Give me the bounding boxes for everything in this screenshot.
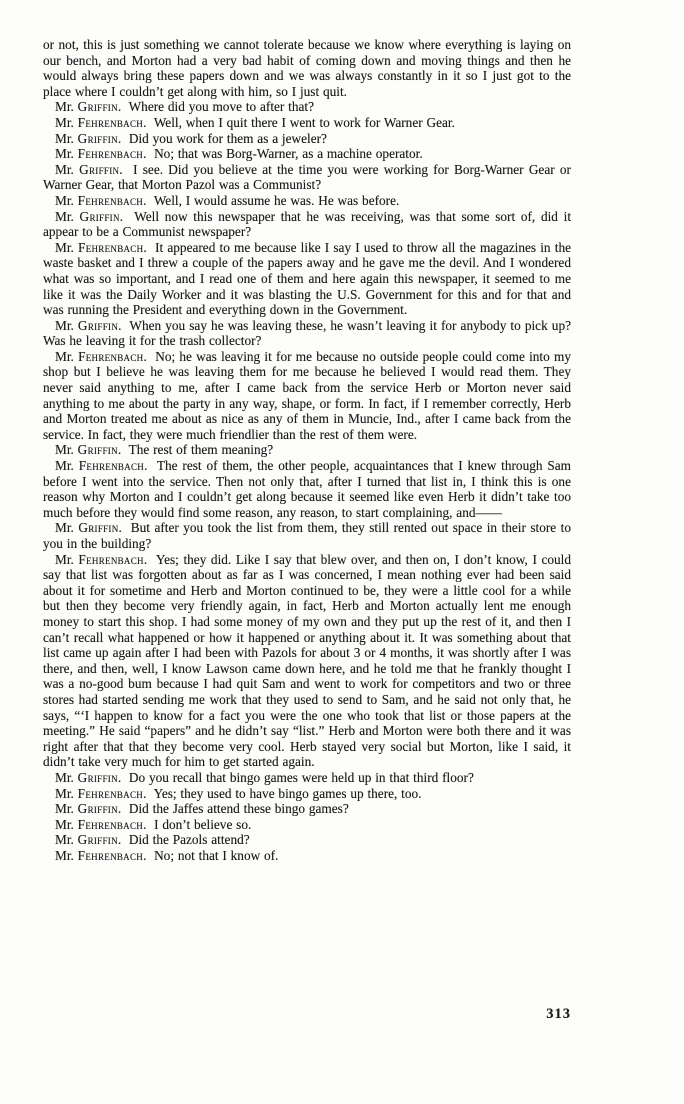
speaker-prefix: Mr. — [55, 239, 79, 255]
speaker-surname: Fehrenbach — [77, 192, 144, 208]
dialogue-paragraph — [43, 349, 571, 443]
speaker-prefix: Mr. — [55, 208, 80, 224]
utterance-text: I see. Did you believe at the time you were working for Borg-Warner Gear or Warner Gear, that Morton Pazol was a Communist? — [43, 161, 571, 193]
utterance-text: Do you recall that bingo games were held up in that third floor? — [128, 769, 474, 785]
speaker-surname: Griffin — [79, 208, 120, 224]
speaker-label — [55, 458, 157, 473]
speaker-suffix: . — [117, 442, 129, 458]
speaker-prefix: Mr. — [55, 769, 78, 785]
speaker-label — [55, 349, 155, 364]
speaker-suffix: . — [143, 146, 155, 162]
speaker-prefix: Mr. — [55, 551, 79, 567]
dialogue-paragraph — [43, 209, 571, 240]
speaker-prefix: Mr. — [55, 114, 78, 130]
utterance-text: When you say he was leaving these, he wasn’t leaving it for anybody to pick up? Was he leaving it for the trash collector? — [43, 317, 572, 349]
speaker-surname: Griffin — [79, 161, 120, 177]
utterance-text: No; he was leaving it for me because no outside people could come into my shop but I believe he was leaving them for me because he believed I would read them. They never said anything to me, after I came back from the service Herb or Morton never said anything to me about the party in any way, shape, or form. In fact, if I remember correctly, Herb and Morton treated me about as nice as any of them in Muncie, Ind., after I came back from the service. In fact, they were much friendlier than the rest of them were. — [43, 348, 571, 442]
dialogue-paragraph — [43, 115, 571, 131]
speaker-suffix: . — [117, 769, 129, 785]
speaker-prefix: Mr. — [55, 442, 78, 458]
dialogue-paragraph — [43, 458, 571, 520]
speaker-label — [55, 801, 129, 816]
speaker-prefix: Mr. — [55, 161, 80, 177]
speaker-suffix: . — [119, 161, 134, 177]
dialogue-paragraph — [43, 801, 571, 817]
utterance-text: I don’t believe so. — [154, 816, 252, 832]
dialogue-paragraph — [43, 442, 571, 458]
speaker-surname: Fehrenbach — [78, 239, 144, 255]
page-number: 313 — [546, 1006, 571, 1022]
speaker-prefix: Mr. — [55, 348, 79, 364]
speaker-label — [55, 786, 154, 801]
speaker-surname: Fehrenbach — [77, 146, 144, 162]
speaker-prefix: Mr. — [55, 801, 78, 817]
speaker-label — [55, 318, 129, 333]
utterance-text: Well, I would assume he was. He was before. — [153, 192, 400, 208]
speaker-label — [55, 848, 154, 863]
speaker-suffix: . — [143, 785, 154, 801]
dialogue-paragraph — [43, 848, 571, 864]
speaker-surname: Fehrenbach — [78, 458, 145, 474]
speaker-suffix: . — [118, 520, 131, 536]
speaker-suffix: . — [117, 99, 129, 115]
utterance-text: Did the Jaffes attend these bingo games? — [128, 801, 349, 817]
dialogue-paragraph — [43, 786, 571, 802]
speaker-surname: Fehrenbach — [78, 551, 144, 567]
utterance-text: No; that was Borg-Warner, as a machine operator. — [154, 146, 423, 162]
speaker-suffix: . — [143, 192, 154, 208]
dialogue-container — [43, 99, 571, 863]
speaker-suffix: . — [143, 114, 154, 130]
dialogue-paragraph — [43, 131, 571, 147]
speaker-suffix: . — [117, 130, 129, 146]
utterance-text: Well now this newspaper that he was receiving, was that some sort of, did it appear to be a Communist newspaper? — [43, 208, 572, 240]
utterance-text: Did the Pazols attend? — [128, 832, 250, 848]
speaker-label — [55, 817, 154, 832]
utterance-text: But after you took the list from them, they still rented out space in their store to you in the building? — [43, 520, 571, 551]
speaker-surname: Fehrenbach — [77, 816, 144, 832]
speaker-label — [55, 442, 129, 457]
speaker-suffix: . — [143, 551, 156, 567]
speaker-label — [55, 193, 154, 208]
speaker-label — [55, 115, 154, 130]
dialogue-paragraph — [43, 817, 571, 833]
dialogue-paragraph — [43, 770, 571, 786]
speaker-surname: Griffin — [77, 801, 118, 817]
speaker-prefix: Mr. — [55, 192, 78, 208]
speaker-prefix: Mr. — [55, 146, 78, 162]
utterance-text: No; not that I know of. — [154, 847, 279, 863]
dialogue-paragraph — [43, 318, 571, 349]
speaker-label — [55, 552, 156, 567]
dialogue-paragraph — [43, 99, 571, 115]
speaker-label — [55, 209, 134, 224]
speaker-prefix: Mr. — [55, 785, 78, 801]
utterance-text: The rest of them meaning? — [128, 442, 274, 458]
dialogue-paragraph — [43, 552, 571, 770]
speaker-prefix: Mr. — [55, 847, 78, 863]
speaker-surname: Griffin — [77, 130, 118, 146]
speaker-label — [55, 770, 129, 785]
speaker-suffix: . — [144, 458, 157, 474]
speaker-surname: Griffin — [77, 317, 119, 333]
speaker-surname: Griffin — [77, 99, 118, 115]
speaker-suffix: . — [117, 832, 129, 848]
speaker-prefix: Mr. — [55, 520, 79, 536]
speaker-prefix: Mr. — [55, 458, 79, 474]
speaker-surname: Fehrenbach — [78, 348, 144, 364]
speaker-suffix: . — [143, 816, 155, 832]
speaker-prefix: Mr. — [55, 130, 78, 146]
speaker-surname: Fehrenbach — [77, 785, 144, 801]
speaker-surname: Fehrenbach — [77, 847, 144, 863]
utterance-text: Did you work for them as a jeweler? — [128, 130, 327, 146]
dialogue-paragraph — [43, 240, 571, 318]
speaker-prefix: Mr. — [55, 317, 78, 333]
speaker-suffix: . — [117, 801, 129, 817]
opening-paragraph: or not, this is just something we cannot tolerate because we know where everything is laying on our bench, and Morton had a very bad habit of coming down and moving things and then he would always bring these papers down and we was always constantly in it so I just got to the place where I couldn’t get along with him, so I just quit. — [43, 37, 571, 99]
speaker-suffix: . — [143, 239, 156, 255]
transcript-text-block — [43, 37, 571, 863]
speaker-suffix: . — [143, 348, 156, 364]
dialogue-paragraph — [43, 520, 571, 551]
speaker-suffix: . — [143, 847, 155, 863]
speaker-label — [55, 162, 133, 177]
speaker-label — [55, 146, 154, 161]
speaker-surname: Griffin — [78, 520, 119, 536]
speaker-surname: Griffin — [77, 769, 118, 785]
speaker-label — [55, 131, 129, 146]
utterance-text: It appeared to me because like I say I used to throw all the magazines in the waste basket and I threw a couple of the papers away and he gave me the devil. And I wondered what was so important, and I read one of them and here again this newspaper, it seemed to me like it was the Daily Worker and it was blasting the U.S. Government for this and for that and was running the President and everything down in the Government. — [43, 239, 571, 318]
speaker-prefix: Mr. — [55, 99, 78, 115]
utterance-text: Where did you move to after that? — [128, 99, 315, 115]
speaker-prefix: Mr. — [55, 832, 78, 848]
speaker-surname: Griffin — [77, 832, 118, 848]
dialogue-paragraph — [43, 146, 571, 162]
speaker-suffix: . — [119, 208, 135, 224]
speaker-prefix: Mr. — [55, 816, 78, 832]
utterance-text: Yes; they used to have bingo games up there, too. — [153, 785, 422, 801]
dialogue-paragraph — [43, 162, 571, 193]
utterance-text: Yes; they did. Like I say that blew over, and then on, I don’t know, I could say that list was forgotten about as far as I was concerned, I mean nothing ever had been said about it for sometime and Herb and Morton continued to be, they were a little cool for a while but then they become very friendly again, in fact, Herb and Morton actually lent me enough money to start this shop. I had some money of my own and they put up the rest of it, and then I can’t recall what happened or how it happened or anything about it. It was something about that list came up again after I had been with Pazols for about 3 or 4 months, it was shortly after I was there, and then, well, I know Lawson came down here, and he told me that he frankly thought I was a no-good bum because I had quit Sam and went to work for competitors and two or three stores had started sending me work that they used to send to Sam, and he said not only that, he says, “‘I happen to know for a fact you were the one who took that list or those papers at the meeting.” He said “papers” and he didn’t say “list.” Herb and Morton were both there and it was right after that that they become very cool. Herb stayed very social but Morton, like I said, it didn’t take very much for him to get started again. — [43, 551, 572, 770]
speaker-surname: Fehrenbach — [77, 114, 144, 130]
utterance-text: Well, when I quit there I went to work for Warner Gear. — [153, 114, 455, 130]
dialogue-paragraph — [43, 193, 571, 209]
speaker-label — [55, 520, 131, 535]
speaker-label — [55, 99, 129, 114]
speaker-label — [55, 832, 129, 847]
speaker-suffix: . — [118, 317, 130, 333]
speaker-surname: Griffin — [77, 442, 118, 458]
utterance-text: The rest of them, the other people, acquaintances that I knew through Sam before I went into the service. Then not only that, after I turned that list in, I think this is one reason why Morton and I couldn’t get along because it seemed like even Herb it didn’t take too much before they would find some reason, any reason, to start complaining, and—— — [43, 458, 572, 520]
speaker-label — [55, 240, 155, 255]
dialogue-paragraph — [43, 832, 571, 848]
